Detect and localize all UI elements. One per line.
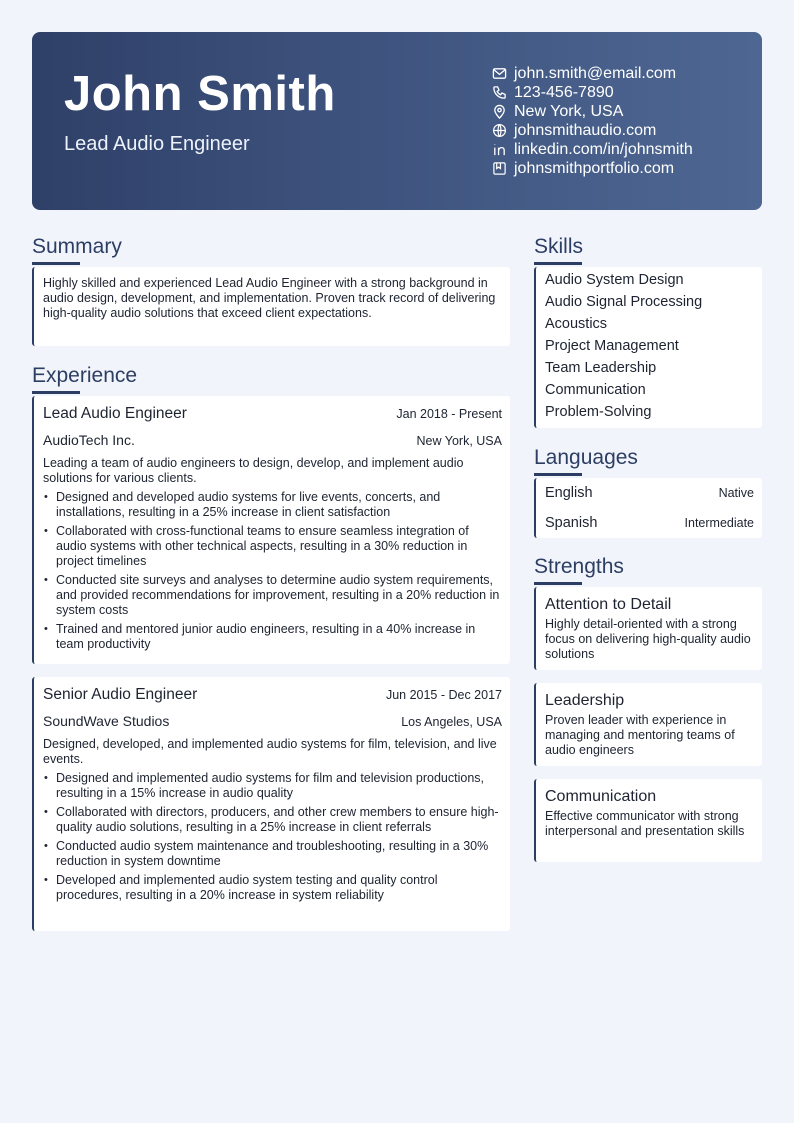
job-location: Los Angeles, USA (401, 715, 502, 729)
languages-card (534, 478, 762, 538)
job-bullets (43, 490, 502, 652)
contact-website-text: johnsmithaudio.com (514, 121, 657, 139)
contact-phone[interactable] (490, 83, 693, 102)
job-company: AudioTech Inc. (43, 432, 135, 448)
job-date: Jan 2018 - Present (396, 407, 502, 421)
job-bullet: • Trained and mentored junior audio engineers, resulting in a 40% increase in team productivity (43, 622, 502, 652)
strength-description: Highly detail-oriented with a strong focus on delivering high-quality audio solutions (545, 617, 751, 661)
job-bullet: • Conducted audio system maintenance and troubleshooting, resulting in a 30% reduction in system downtime (43, 839, 502, 869)
skill-item: Communication (545, 382, 646, 398)
resume-header (32, 32, 762, 210)
contact-email-text: john.smith@email.com (514, 64, 677, 82)
summary-heading-underline (32, 262, 80, 265)
languages-heading-text: Languages (534, 446, 638, 469)
language-row (536, 508, 762, 538)
job-description: Leading a team of audio engineers to design, develop, and implement audio solutions for various clients. (43, 456, 464, 485)
job-company: SoundWave Studios (43, 713, 170, 729)
linkedin-icon (490, 142, 508, 158)
strengths-heading (534, 554, 624, 580)
language-level: Native (718, 486, 754, 500)
skills-card (534, 267, 762, 428)
summary-card (32, 267, 510, 346)
job-title: Senior Audio Engineer (43, 686, 198, 703)
experience-card-1 (32, 396, 510, 664)
strength-description: Effective communicator with strong interpersonal and presentation skills (545, 809, 745, 838)
candidate-name: John Smith (64, 67, 336, 121)
summary-heading (32, 234, 122, 260)
job-bullets (43, 771, 502, 903)
language-level: Intermediate (684, 516, 754, 530)
summary-heading-text: Summary (32, 235, 122, 258)
skills-heading-text: Skills (534, 235, 584, 258)
strength-title: Communication (545, 788, 657, 805)
contact-portfolio[interactable] (490, 159, 693, 178)
strengths-heading-text: Strengths (534, 555, 624, 578)
contact-portfolio-text: johnsmithportfolio.com (514, 159, 675, 177)
skill-item: Team Leadership (545, 360, 657, 376)
strength-title: Leadership (545, 692, 625, 709)
skill-item: Problem-Solving (545, 404, 652, 420)
job-bullet: • Collaborated with cross-functional teams to ensure seamless integration of audio systems with other technical aspects, resulting in a 30% reduction in project timelines (43, 524, 502, 569)
globe-icon (490, 123, 508, 139)
candidate-role: Lead Audio Engineer (64, 133, 250, 155)
languages-heading-underline (534, 473, 582, 476)
job-date: Jun 2015 - Dec 2017 (385, 688, 502, 702)
contact-phone-text: 123-456-7890 (514, 83, 614, 101)
skill-item: Acoustics (545, 316, 608, 332)
contact-linkedin-text: linkedin.com/in/johnsmith (514, 140, 693, 158)
strengths-heading-underline (534, 582, 582, 585)
experience-heading-text: Experience (32, 364, 138, 387)
skill-item: Audio Signal Processing (545, 294, 703, 310)
skill-item: Project Management (545, 338, 679, 354)
strength-card-3 (534, 779, 762, 862)
languages-heading (534, 445, 638, 471)
experience-heading-underline (32, 391, 80, 394)
language-row (536, 478, 762, 508)
skills-heading-underline (534, 262, 582, 265)
phone-icon (490, 85, 508, 101)
job-title: Lead Audio Engineer (43, 405, 187, 422)
job-bullet: • Designed and implemented audio systems for film and television productions, resulting in a 15% increase in audio quality (43, 771, 502, 801)
portfolio-icon (490, 161, 508, 177)
experience-card-2 (32, 677, 510, 931)
job-location: New York, USA (416, 434, 502, 448)
contact-website[interactable] (490, 121, 693, 140)
language-name: English (545, 485, 593, 501)
job-bullet: • Developed and implemented audio system testing and quality control procedures, resulting in a 20% increase in system reliability (43, 873, 502, 903)
skills-heading (534, 234, 583, 260)
strength-card-1 (534, 587, 762, 670)
job-bullet: • Conducted site surveys and analyses to determine audio system requirements, and provided recommendations for improvement, resulting in a 20% reduction in system costs (43, 573, 502, 618)
job-bullet: • Collaborated with directors, producers, and other crew members to ensure high-quality audio solutions, resulting in a 25% increase in client referrals (43, 805, 502, 835)
contact-list (490, 64, 693, 178)
contact-location (490, 102, 693, 121)
job-bullet: • Designed and developed audio systems for live events, concerts, and installations, resulting in a 25% increase in client satisfaction (43, 490, 502, 520)
strength-title: Attention to Detail (545, 596, 672, 613)
location-pin-icon (490, 104, 508, 120)
skill-item: Audio System Design (545, 272, 684, 288)
language-name: Spanish (545, 515, 598, 531)
job-description: Designed, developed, and implemented audio systems for film, television, and live events. (43, 737, 497, 766)
summary-text: Highly skilled and experienced Lead Audio Engineer with a strong background in audio design, development, and implementation. Proven track record of delivering high-quality audio solutions that exceed client expectations. (43, 276, 496, 320)
strength-card-2 (534, 683, 762, 766)
mail-icon (490, 66, 508, 82)
strength-description: Proven leader with experience in managing and mentoring teams of audio engineers (545, 713, 735, 757)
experience-heading (32, 363, 137, 389)
contact-linkedin[interactable] (490, 140, 693, 159)
contact-location-text: New York, USA (514, 102, 624, 120)
contact-email[interactable] (490, 64, 693, 83)
